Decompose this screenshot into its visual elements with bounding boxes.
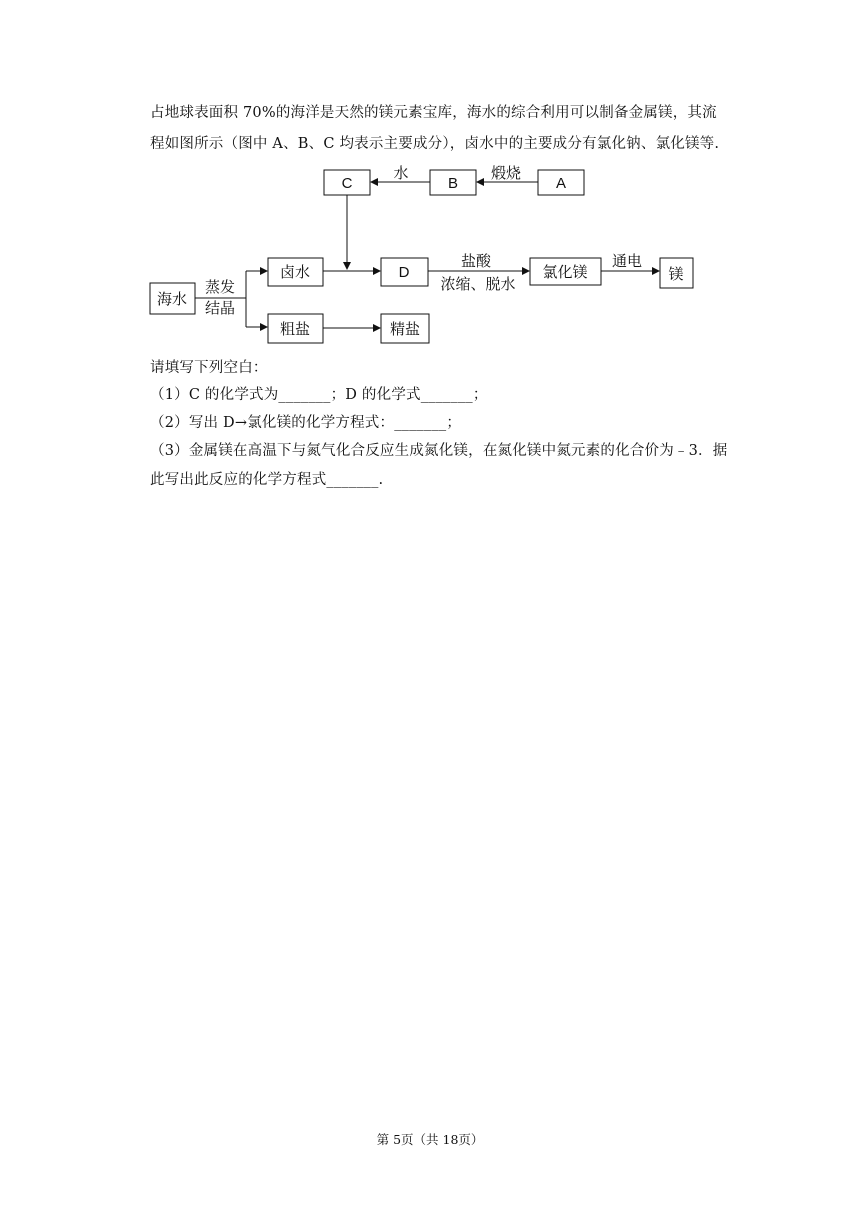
node-label-refined-salt: 精盐	[389, 320, 421, 338]
node-label-brine: 卤水	[279, 263, 311, 281]
question-prompt: 请填写下列空白：	[150, 360, 268, 376]
node-label-mgcl2: 氯化镁	[542, 263, 588, 281]
node-label-crude-salt: 粗盐	[279, 320, 311, 338]
question-1: （1）C 的化学式为_______；D 的化学式_______；	[150, 387, 488, 403]
edge-label-evaporate: 蒸发	[204, 278, 236, 296]
edge-label-electrolysis: 通电	[611, 252, 643, 270]
question-3-line-2: 此写出此反应的化学方程式_______.	[150, 472, 384, 488]
node-label-b: B	[447, 175, 459, 192]
question-2: （2）写出 D→氯化镁的化学方程式：_______；	[150, 415, 462, 431]
page-number: 第 5页（共 18页）	[376, 1132, 484, 1147]
node-label-d: D	[398, 264, 410, 281]
edge-label-hcl: 盐酸	[460, 252, 492, 270]
process-flow-diagram	[0, 0, 860, 360]
node-label-mg: 镁	[668, 265, 684, 283]
edge-label-concentrate: 浓缩、脱水	[440, 275, 516, 293]
node-label-c: C	[341, 175, 353, 192]
intro-line-2: 程如图所示（图中 A、B、C 均表示主要成分），卤水中的主要成分有氯化钠、氯化镁等.	[150, 136, 720, 152]
question-3-line-1: （3）金属镁在高温下与氮气化合反应生成氮化镁，在氮化镁中氮元素的化合价为﹣3．据	[150, 443, 728, 459]
node-label-a: A	[555, 175, 567, 192]
edge-label-water: 水	[393, 164, 409, 182]
node-label-seawater: 海水	[156, 290, 188, 308]
intro-line-1: 占地球表面积 70%的海洋是天然的镁元素宝库，海水的综合利用可以制备金属镁，其流	[150, 105, 717, 121]
edge-label-crystallize: 结晶	[204, 299, 236, 317]
edge-label-calcine: 煅烧	[490, 164, 522, 182]
